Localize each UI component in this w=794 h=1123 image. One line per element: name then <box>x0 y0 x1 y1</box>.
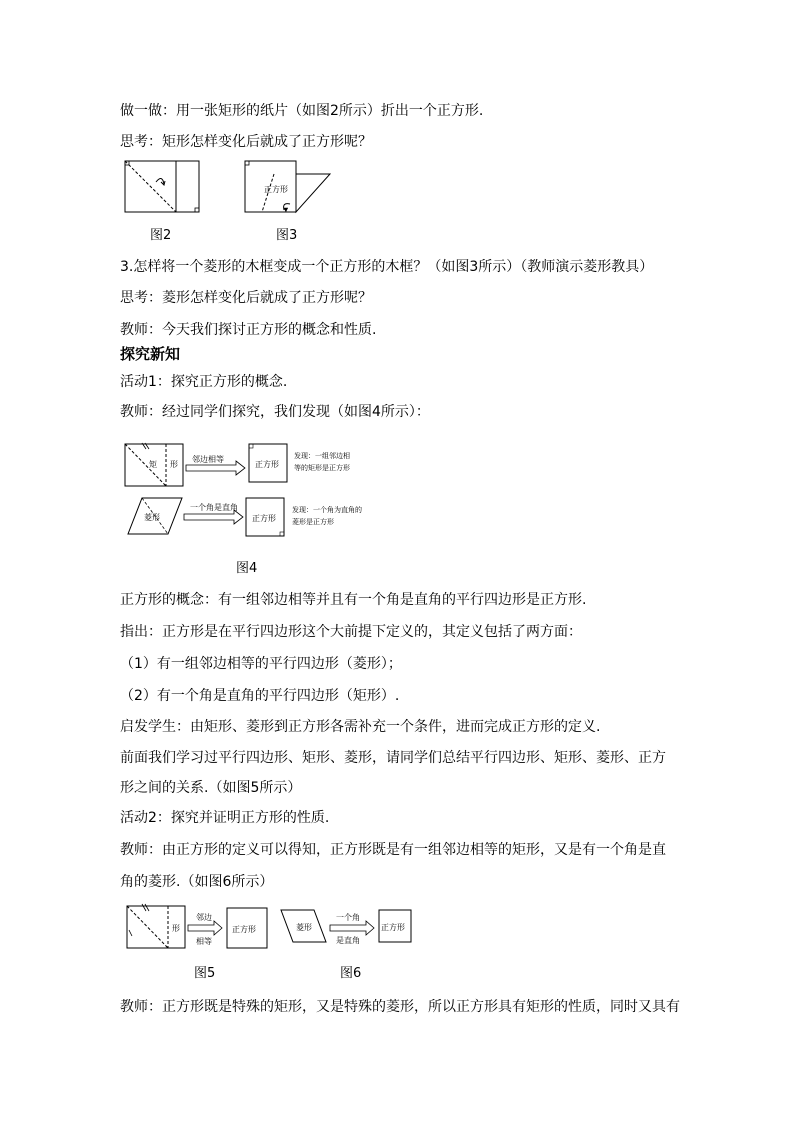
paragraph-rhombus-frame: 3.怎样将一个菱形的木框变成一个正方形的木框？（如图3所示）（教师演示菱形教具） <box>120 259 654 275</box>
paragraph-think-rhombus: 思考：菱形怎样变化后就成了正方形呢？ <box>120 290 372 306</box>
figure-4-rect-label-2: 形 <box>170 460 178 469</box>
figure-5 <box>126 904 276 954</box>
section-heading: 探究新知 <box>120 345 181 363</box>
figure-4-square-label-1: 正方形 <box>255 460 279 469</box>
figure-4-caption: 图4 <box>236 561 258 576</box>
figure-2 <box>124 160 204 216</box>
paragraph-inspire: 启发学生：由矩形、菱形到正方形各需补充一个条件，进而完成正方形的定义. <box>120 719 601 735</box>
paragraph-item-2: （2）有一个角是直角的平行四边形（矩形）. <box>120 688 400 704</box>
figure-6-caption: 图6 <box>340 966 362 981</box>
figure-5-arrow-bottom: 相等 <box>196 937 212 946</box>
paragraph-think-rect: 思考：矩形怎样变化后就成了正方形呢？ <box>120 134 372 150</box>
paragraph-point-out: 指出：正方形是在平行四边形这个大前提下定义的，其定义包括了两方面： <box>120 624 582 640</box>
paragraph-item-1: （1）有一组邻边相等的平行四边形（菱形）； <box>120 656 402 672</box>
paragraph-teacher-def-2: 角的菱形.（如图6所示） <box>120 874 274 890</box>
figure-5-caption: 图5 <box>194 966 216 981</box>
figure-4-note-2b: 菱形是正方形 <box>292 518 334 526</box>
figure-4-arrow-label-1: 邻边相等 <box>192 455 224 464</box>
figure-6-arrow-top: 一个角 <box>336 913 360 922</box>
figure-6-rhombus-label: 菱形 <box>296 923 312 932</box>
figure-4-rhombus-label: 菱形 <box>144 513 160 522</box>
paragraph-teacher-intro: 教师：今天我们探讨正方形的概念和性质. <box>120 322 377 338</box>
paragraph-teacher-special: 教师：正方形既是特殊的矩形，又是特殊的菱形，所以正方形具有矩形的性质，同时又具有 <box>120 999 680 1015</box>
figure-5-rect-label: 形 <box>172 924 180 933</box>
figure-4-note-1b: 等的矩形是正方形 <box>294 464 350 472</box>
figure-5-square-label: 正方形 <box>232 925 256 934</box>
paragraph-activity-2: 活动2：探究并证明正方形的性质. <box>120 810 330 826</box>
figure-4-note-2a: 发现：一个角为直角的 <box>292 506 362 514</box>
figure-3 <box>244 160 336 216</box>
figure-6-arrow-bottom: 是直角 <box>336 936 360 945</box>
figure-6-square-label: 正方形 <box>381 923 405 932</box>
paragraph-relation-1: 前面我们学习过平行四边形、矩形、菱形，请同学们总结平行四边形、矩形、菱形、正方 <box>120 750 666 766</box>
figure-3-label: 正方形 <box>264 185 288 194</box>
figure-6 <box>280 908 420 948</box>
figure-4-arrow-label-2: 一个角是直角 <box>190 503 238 512</box>
paragraph-teacher-def-1: 教师：由正方形的定义可以得知，正方形既是有一组邻边相等的矩形，又是有一个角是直 <box>120 842 666 858</box>
figure-3-caption: 图3 <box>276 228 298 243</box>
paragraph-square-definition: 正方形的概念：有一组邻边相等并且有一个角是直角的平行四边形是正方形. <box>120 592 587 608</box>
figure-4 <box>124 440 384 540</box>
paragraph-teacher-found: 教师：经过同学们探究，我们发现（如图4所示）： <box>120 404 430 420</box>
paragraph-activity-1: 活动1：探究正方形的概念. <box>120 374 288 390</box>
figure-5-arrow-top: 邻边 <box>196 913 212 922</box>
paragraph-relation-2: 形之间的关系.（如图5所示） <box>120 780 302 796</box>
figure-4-note-1a: 发现：一组邻边相 <box>294 452 350 460</box>
figure-2-caption: 图2 <box>150 228 172 243</box>
figure-4-rect-label-1: 矩 <box>149 460 157 469</box>
figure-4-square-label-2: 正方形 <box>252 514 276 523</box>
paragraph-fold-task: 做一做：用一张矩形的纸片（如图2所示）折出一个正方形. <box>120 103 484 119</box>
